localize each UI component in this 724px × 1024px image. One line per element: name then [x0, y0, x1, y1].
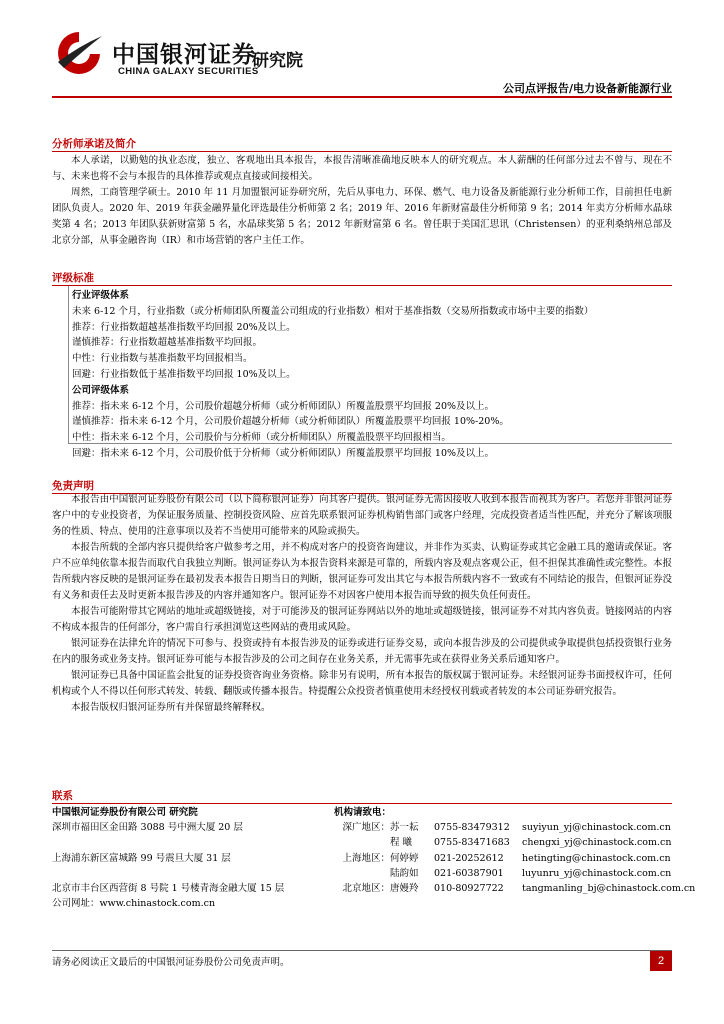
- disclaimer-text: [52, 492, 672, 716]
- disclaimer-paragraph: 本报告可能附带其它网站的地址或超级链接，对于可能涉及的银河证券网站以外的地址或超级链接，银河证券不对其内容负责。链接网站的内容不构成本报告的任何部分，客户需自行承担浏览这些网站的费用或风险。: [52, 606, 672, 633]
- office-address: 深圳市福田区金田路 3088 号中洲大厦 20 层: [52, 822, 243, 834]
- report-type: 公司点评报告/电力设备新能源行业: [502, 82, 672, 95]
- company-rating-line: 谨慎推荐：指未来 6-12 个月，公司股价超越分析师（或分析师团队）所覆盖股票平均回报 10%-20%。: [72, 416, 509, 428]
- industry-rating-line: 回避：行业指数低于基准指数平均回报 10%及以上。: [72, 368, 296, 380]
- analyst-section-line: [52, 151, 672, 152]
- institution-contact-title: 机构请致电：: [334, 807, 392, 818]
- office-address: 上海浦东新区富城路 99 号震旦大厦 31 层: [52, 852, 231, 864]
- contact-email[interactable]: suyiyun_yj@chinastock.com.cn: [522, 822, 671, 834]
- disclaimer-paragraph: 本报告由中国银河证券股份有限公司（以下简称银河证券）向其客户提供。银河证券无需因接收人收到本报告而视其为客户。若您并非银河证券客户中的专业投资者，为保证服务质量、控制投资风险、应首先联系银河证券机构销售部门或客户经理，完成投资者适当性匹配，并充分了解该项服务的性质、特点、使用的注意事项以及若不当使用可能带来的风险或损失。: [52, 494, 672, 537]
- company-rating-line: 推荐：指未来 6-12 个月，公司股价超越分析师（或分析师团队）所覆盖股票平均回报 20%及以上。: [72, 400, 495, 412]
- analyst-text: [52, 153, 672, 249]
- contact-email[interactable]: luyunru_yj@chinastock.com.cn: [522, 867, 672, 879]
- contact-row: 陆韵如 021-60387901 luyunru_yj@chinastock.com.cn: [390, 867, 672, 879]
- industry-rating-line: 推荐：行业指数超越基准指数平均回报 20%及以上。: [72, 321, 296, 333]
- analyst-section-title: 分析师承诺及简介: [52, 138, 136, 150]
- rating-section-line: [52, 285, 672, 286]
- company-rating-line: 回避：指未来 6-12 个月，公司股价低于分析师（或分析师团队）所覆盖股票平均回报 10%及以上。: [72, 447, 495, 459]
- rating-content: [72, 288, 672, 462]
- header-divider: [52, 96, 672, 98]
- contact-section-title: 联系: [52, 790, 73, 802]
- company-rating-line: 中性：指未来 6-12 个月，公司股价与分析师（或分析师团队）所覆盖股票平均回报相当。: [72, 432, 451, 444]
- industry-rating-line: 未来 6-12 个月，行业指数（或分析师团队所覆盖公司组成的行业指数）相对于基准指数（交易所指数或市场中主要的指数）: [72, 305, 594, 317]
- logo-chinese-name: 中国银河证券: [112, 42, 256, 68]
- contact-email[interactable]: chengxi_yj@chinastock.com.cn: [522, 837, 672, 849]
- page-number: 2: [650, 951, 672, 971]
- analyst-bio: 周然，工商管理学硕士。2010 年 11 月加盟银河证券研究所，先后从事电力、环保、燃气、电力设备及新能源行业分析师工作，目前担任电新团队负责人。2020 年、2019 年获金融界量化评选最佳分析师第 2 名；2019 年、2016 年新财富最佳分析师第 9 名；2014 年卖方分析师水晶球奖第 4 名；2013 年团队获新财富第 5 名，水晶球奖第 5 名；2012 年新财富第 6 名。曾任职于美国汇思讯（Christensen）的亚利桑纳州总部及北京分部，从事金融咨询（IR）和市场营销的客户主任工作。: [52, 187, 672, 246]
- company-rating-heading: 公司评级体系: [72, 384, 130, 396]
- analyst-commitment: 本人承诺，以勤勉的执业态度，独立、客观地出具本报告，本报告清晰准确地反映本人的研究观点。本人薪酬的任何部分过去不曾与、现在不与、未来也将不会与本报告的具体推荐或观点直接或间接相关。: [52, 155, 672, 182]
- footer-divider: [52, 950, 672, 951]
- rating-box-border: [68, 286, 69, 444]
- contact-row: 上海地区：何婷婷 021-20252612 hetingting@chinastock.com.cn: [342, 852, 671, 864]
- contact-row: 深广地区：苏一耘 0755-83479312 suyiyun_yj@chinastock.com.cn: [342, 822, 671, 834]
- contact-email[interactable]: hetingting@chinastock.com.cn: [522, 852, 671, 864]
- disclaimer-paragraph: 本报告所载的全部内容只提供给客户做参考之用，并不构成对客户的投资咨询建议，并非作为买卖、认购证券或其它金融工具的邀请或保证。客户不应单纯依靠本报告而取代自我独立判断。银河证券认为本报告资料来源是可靠的，所载内容及观点客观公正，但不担保其准确性或完整性。本报告所载内容反映的是银河证券在最初发表本报告日期当日的判断，银河证券可发出其它与本报告所载内容不一致或有不同结论的报告，但银河证券没有义务和责任去及时更新本报告涉及的内容并通知客户。银河证券不对因客户使用本报告而导致的损失负任何责任。: [52, 542, 672, 601]
- contact-section-line: [52, 803, 672, 804]
- galaxy-logo-icon: [54, 28, 104, 76]
- rating-section-title: 评级标准: [52, 272, 94, 284]
- contact-row: 程 曦 0755-83471683 chengxi_yj@chinastock.com.cn: [390, 837, 672, 849]
- industry-rating-line: 中性：行业指数与基准指数平均回报相当。: [72, 353, 253, 365]
- footer-note: 请务必阅读正文最后的中国银河证券股份公司免责声明。: [52, 957, 290, 968]
- logo-english-name: CHINA GALAXY SECURITIES: [118, 66, 259, 77]
- company-info: [52, 805, 284, 911]
- logo-department: 研究院: [252, 51, 303, 71]
- contact-row: 北京地区：唐嫚羚 010-80927722 tangmanling_bj@chinastock.com.cn: [342, 882, 696, 894]
- disclaimer-paragraph: 银河证券在法律允许的情况下可参与、投资或持有本报告涉及的证券或进行证券交易，或向本报告涉及的公司提供或争取提供包括投资银行业务在内的服务或业务支持。银河证券可能与本报告涉及的公司之间存在业务关系，并无需事先或在获得业务关系后通知客户。: [52, 638, 672, 665]
- company-name: 中国银河证券股份有限公司 研究院: [52, 807, 198, 818]
- industry-rating-line: 谨慎推荐：行业指数超越基准指数平均回报。: [72, 337, 263, 349]
- disclaimer-paragraph: 本报告版权归银河证券所有并保留最终解释权。: [71, 702, 271, 713]
- institution-contacts: [334, 805, 695, 896]
- disclaimer-paragraph: 银河证券已具备中国证监会批复的证券投资咨询业务资格。除非另有说明，所有本报告的版权属于银河证券。未经银河证券书面授权许可，任何机构或个人不得以任何形式转发、转载、翻版或传播本报告。特提醒公众投资者慎重使用未经授权刊载或者转发的本公司证券研究报告。: [52, 670, 672, 697]
- office-address: 北京市丰台区西营街 8 号院 1 号楼青海金融大厦 15 层: [52, 882, 285, 894]
- industry-rating-heading: 行业评级体系: [72, 290, 130, 301]
- disclaimer-section-title: 免责声明: [52, 480, 94, 492]
- company-website[interactable]: 公司网址：www.chinastock.com.cn: [52, 898, 216, 910]
- contact-email[interactable]: tangmanling_bj@chinastock.com.cn: [522, 882, 696, 894]
